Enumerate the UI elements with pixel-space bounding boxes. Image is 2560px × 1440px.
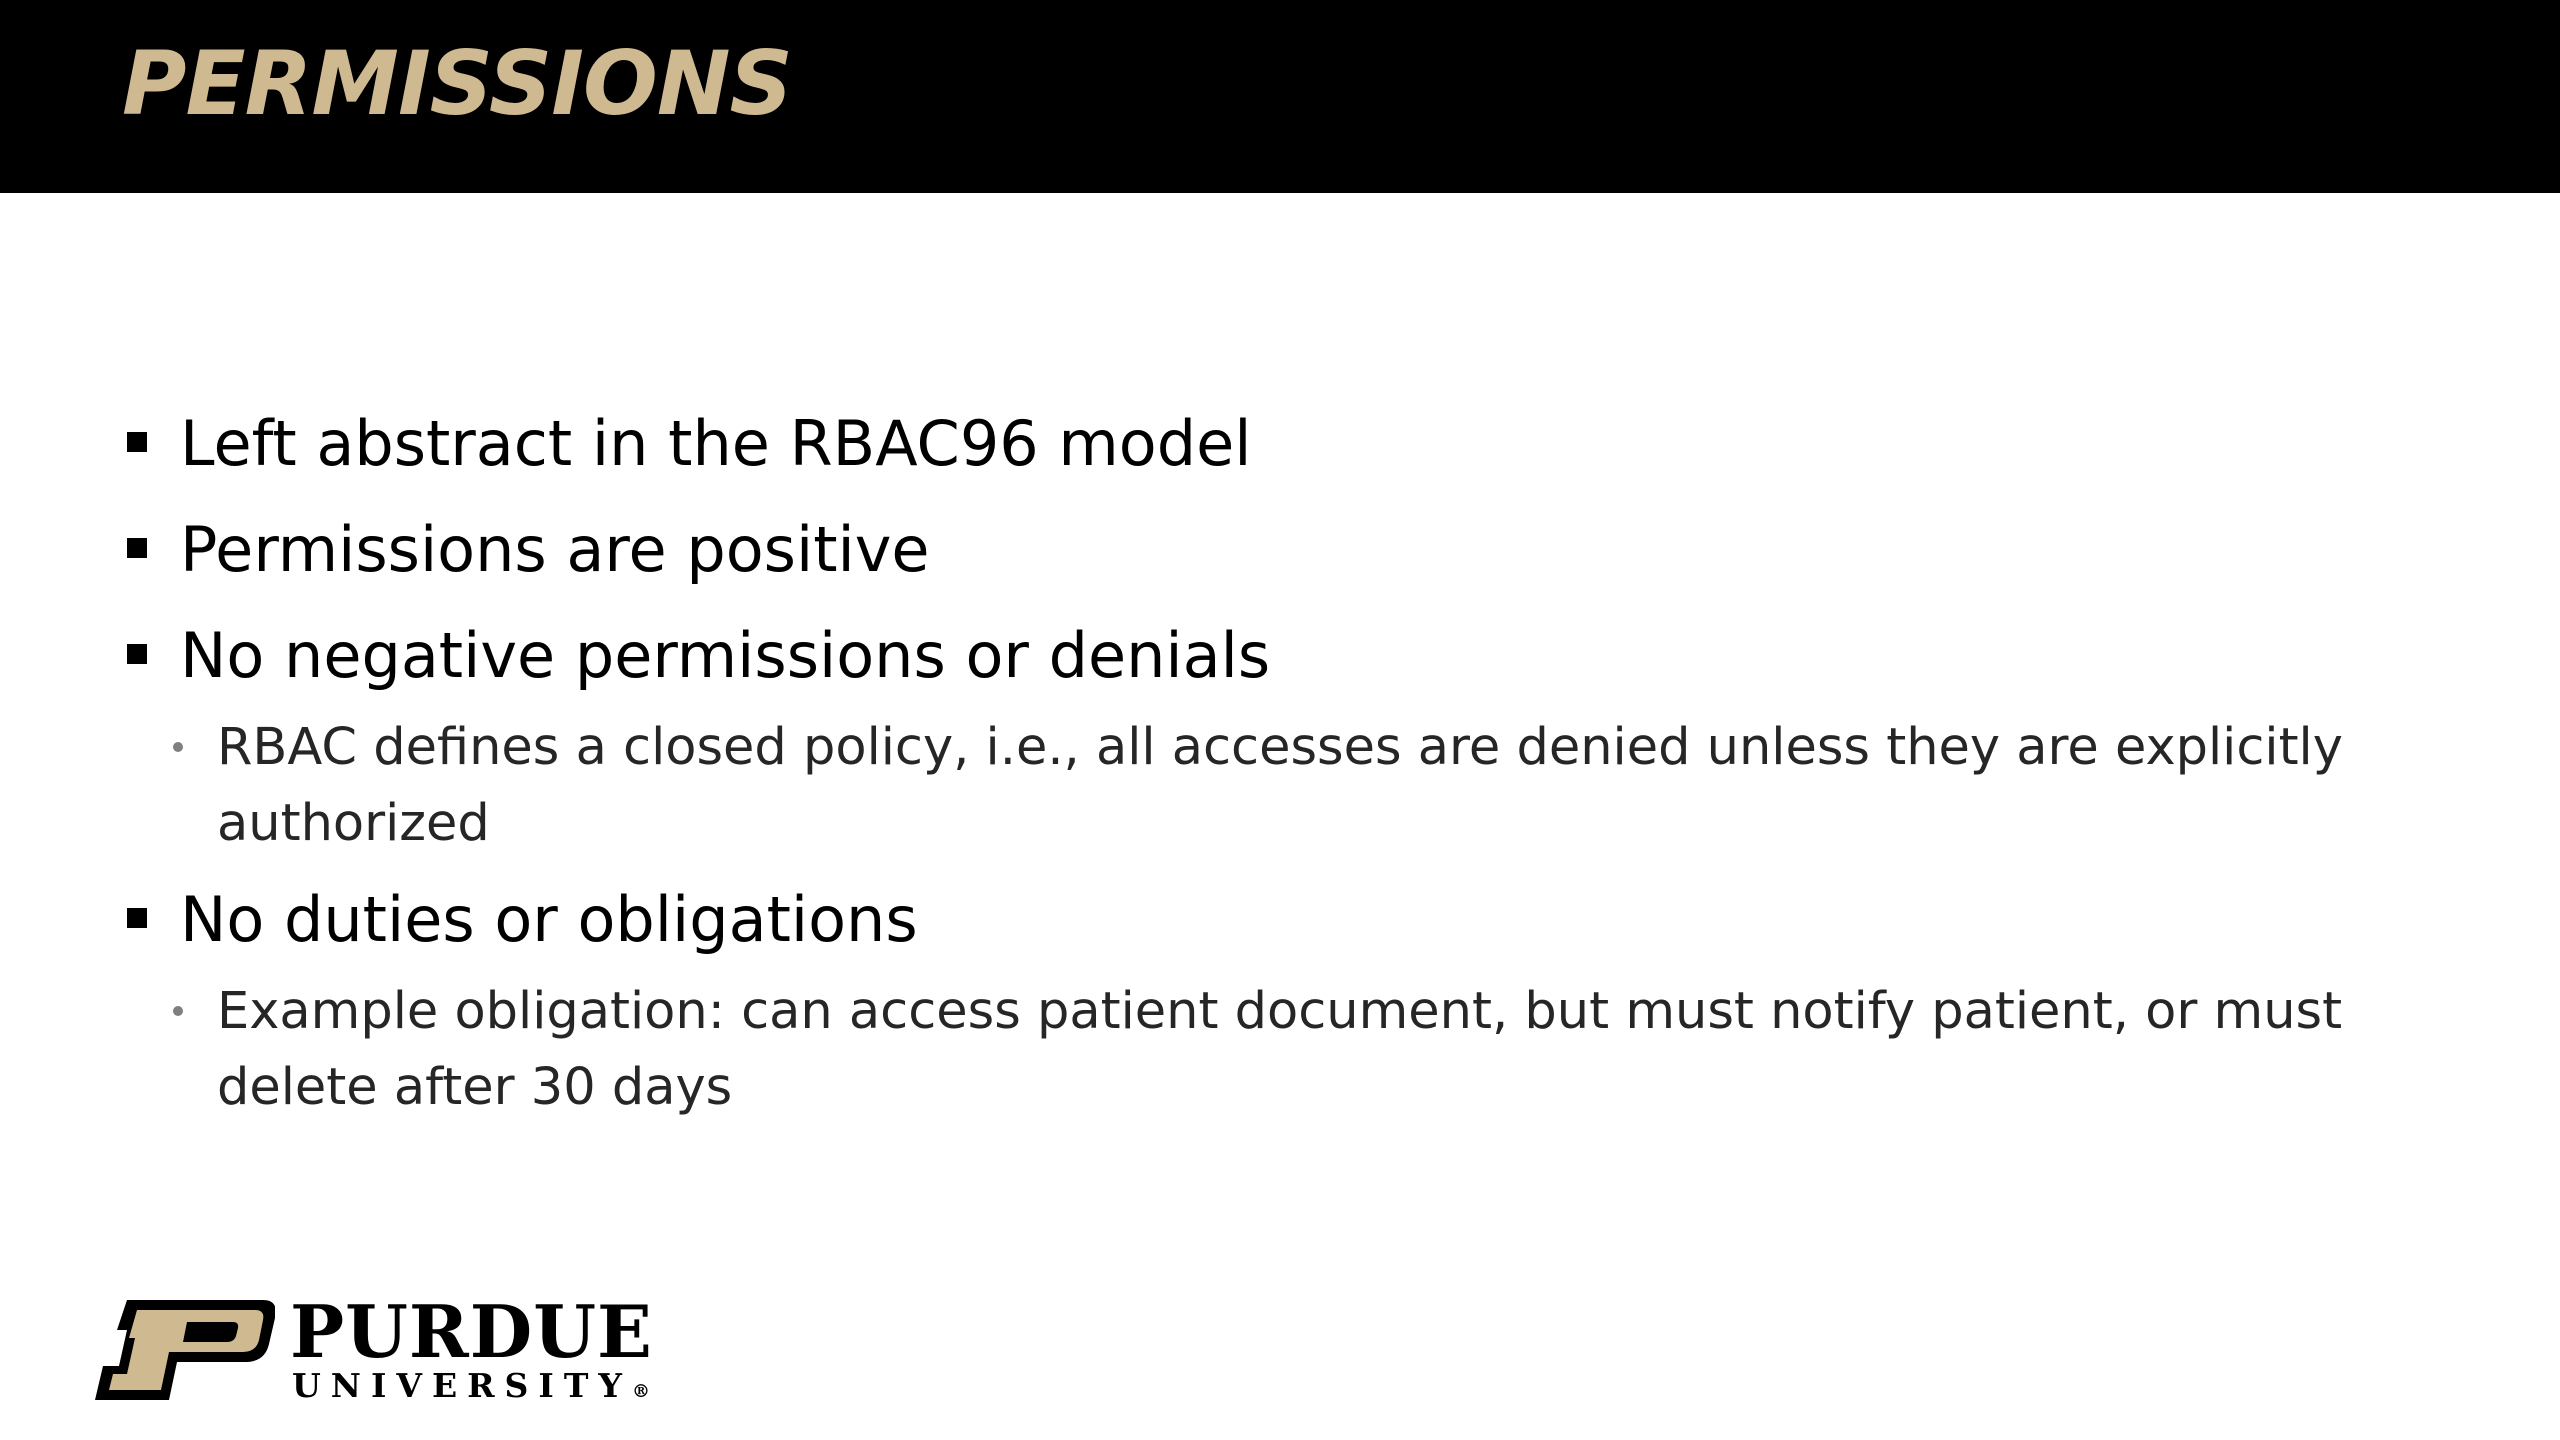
slide-title: PERMISSIONS xyxy=(122,32,792,135)
purdue-logo xyxy=(95,1289,653,1405)
bullet-text: No negative permissions or denials xyxy=(180,619,1271,692)
bullet-item xyxy=(0,610,2560,702)
square-bullet-icon xyxy=(127,538,147,558)
square-bullet-icon xyxy=(127,908,147,928)
purdue-motion-p-icon xyxy=(95,1300,275,1400)
square-bullet-icon xyxy=(127,644,147,664)
sub-bullet-text: Example obligation: can access patient document, but must notify patient, or must delete after 30 days xyxy=(217,982,2343,1117)
sub-bullet-item xyxy=(0,710,2367,862)
bullet-text: Left abstract in the RBAC96 model xyxy=(180,407,1252,480)
round-bullet-icon xyxy=(173,742,183,752)
bullet-item xyxy=(0,874,2560,966)
sub-bullet-text: RBAC defines a closed policy, i.e., all accesses are denied unless they are explicitly authorized xyxy=(217,718,2343,853)
sub-bullet-item xyxy=(0,974,2367,1126)
logo-subtext-word: UNIVERSITY xyxy=(292,1366,632,1405)
bullet-item xyxy=(0,398,2560,490)
logo-subtext xyxy=(292,1368,650,1410)
bullet-text: Permissions are positive xyxy=(180,513,930,586)
round-bullet-icon xyxy=(173,1006,183,1016)
square-bullet-icon xyxy=(127,432,147,452)
bullet-text: No duties or obligations xyxy=(180,883,918,956)
registered-mark: ® xyxy=(631,1381,650,1402)
title-bar xyxy=(0,0,2560,193)
slide-body xyxy=(0,398,2560,1138)
logo-wordmark: PURDUE xyxy=(290,1289,653,1374)
bullet-item xyxy=(0,504,2560,596)
